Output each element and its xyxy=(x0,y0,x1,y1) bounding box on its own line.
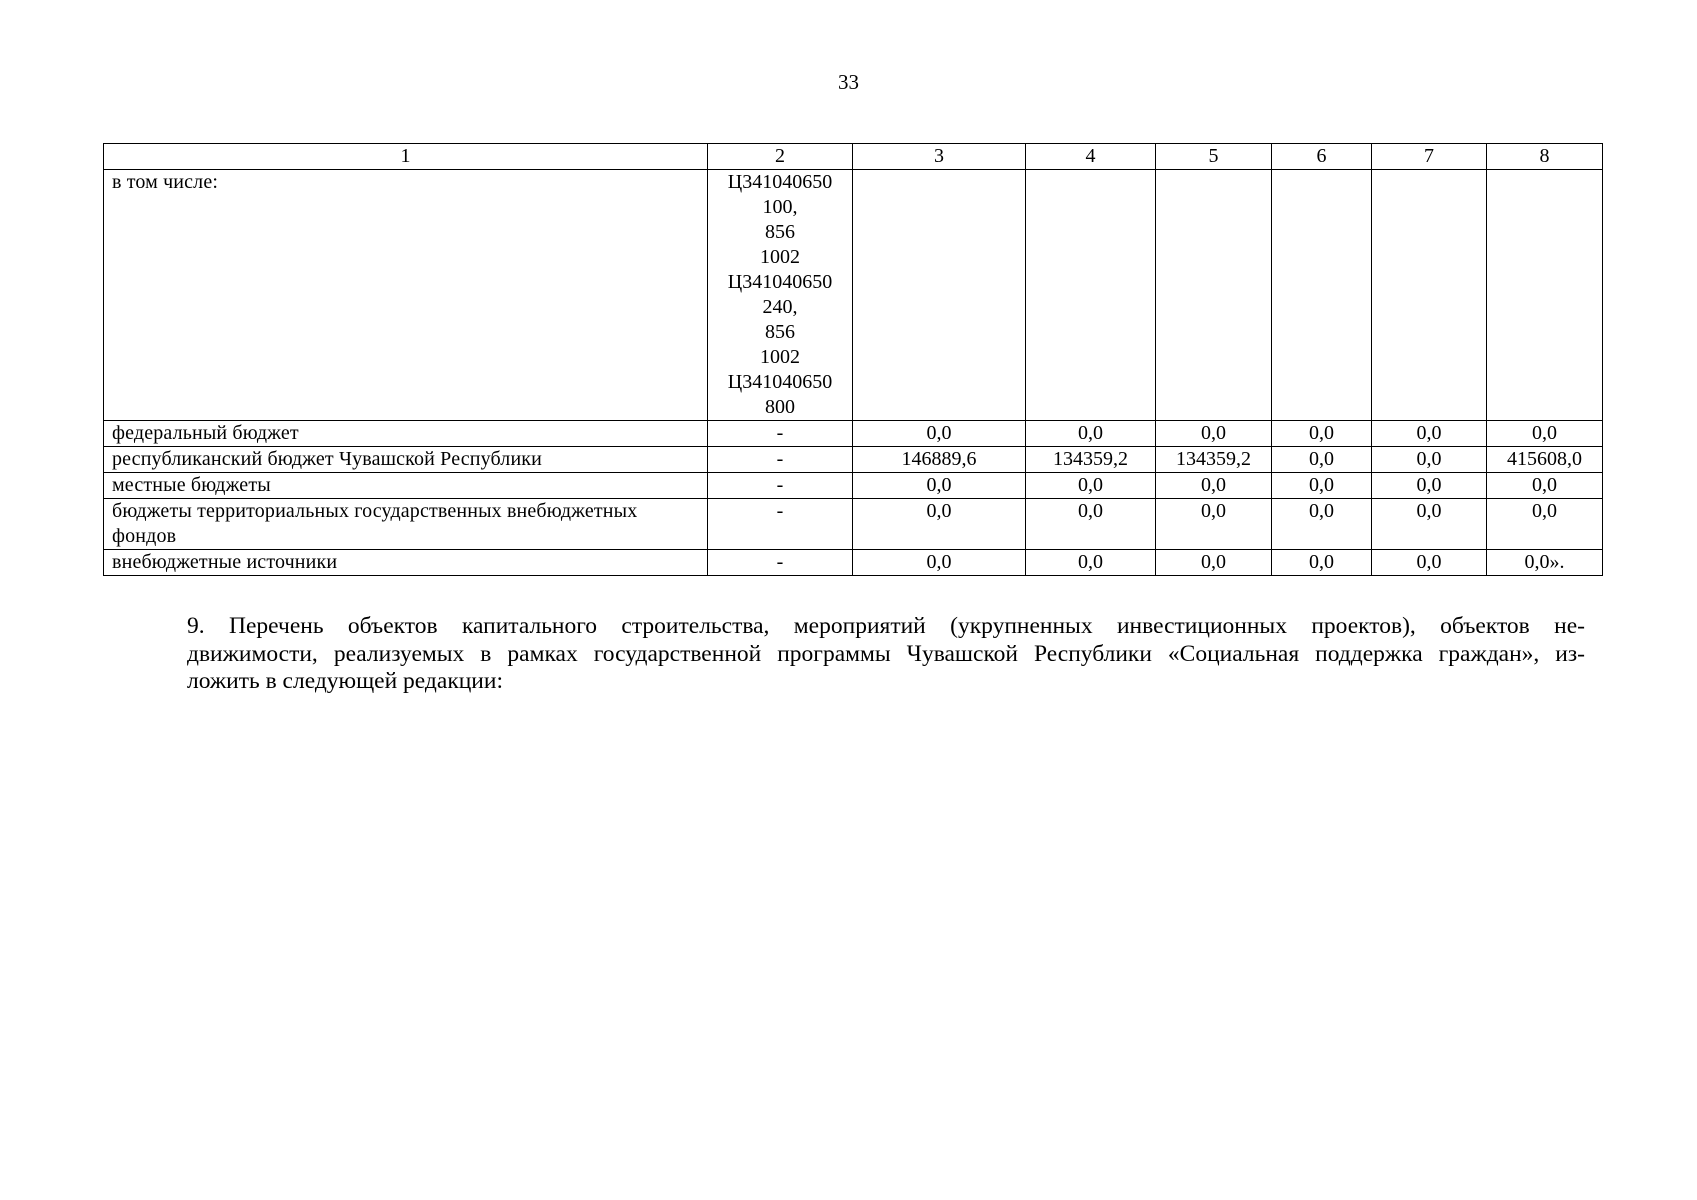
column-header: 8 xyxy=(1487,144,1603,170)
budget-code-line: 800 xyxy=(765,396,795,418)
value-cell: 0,0 xyxy=(853,421,1026,447)
body-paragraph xyxy=(115,613,1585,696)
empty-cell xyxy=(1272,170,1372,421)
budget-code-line: 100, xyxy=(762,196,798,218)
funding-source-name: бюджеты территориальных государственных внебюджетных фондов xyxy=(104,499,708,550)
empty-cell xyxy=(1026,170,1156,421)
value-cell: 0,0 xyxy=(1272,447,1372,473)
value-cell: 0,0 xyxy=(1026,499,1156,550)
column-header: 1 xyxy=(104,144,708,170)
value-cell: 0,0 xyxy=(1487,421,1603,447)
paragraph-line: движимости, реализуемых в рамках государственной программы Чувашской Республики «Социальная поддержка граждан», из- xyxy=(187,640,1585,667)
value-cell: 0,0 xyxy=(1272,473,1372,499)
subheader-row xyxy=(104,170,1603,421)
budget-code: - xyxy=(708,550,853,576)
value-cell: 0,0 xyxy=(1156,550,1272,576)
page-number: 33 xyxy=(838,70,859,94)
value-cell: 0,0 xyxy=(1372,550,1487,576)
value-cell: 0,0 xyxy=(1272,550,1372,576)
value-cell: 0,0 xyxy=(1272,499,1372,550)
table-row xyxy=(104,550,1603,576)
budget-code-line: Ц341040650 xyxy=(727,371,833,393)
value-cell: 0,0 xyxy=(1487,499,1603,550)
value-cell: 0,0 xyxy=(1156,421,1272,447)
value-cell: 0,0 xyxy=(853,473,1026,499)
paragraph-line: ложить в следующей редакции: xyxy=(187,668,503,694)
column-header: 6 xyxy=(1272,144,1372,170)
value-cell: 0,0 xyxy=(1487,473,1603,499)
budget-code-line: Ц341040650 xyxy=(727,171,833,193)
value-cell: 0,0 xyxy=(1372,473,1487,499)
value-cell: 134359,2 xyxy=(1156,447,1272,473)
column-header: 4 xyxy=(1026,144,1156,170)
budget-code-line: 856 xyxy=(765,321,795,343)
value-cell: 0,0 xyxy=(1156,499,1272,550)
funding-source-name: местные бюджеты xyxy=(104,473,708,499)
value-cell: 0,0 xyxy=(1026,421,1156,447)
paragraph-line: 9. Перечень объектов капитального строительства, мероприятий (укрупненных инвестиционных проектов), объектов не- xyxy=(187,613,1585,639)
column-header: 3 xyxy=(853,144,1026,170)
value-cell: 0,0 xyxy=(1372,447,1487,473)
funding-source-name: федеральный бюджет xyxy=(104,421,708,447)
budget-code-line: 1002 xyxy=(760,346,800,368)
budget-table xyxy=(103,143,1603,576)
funding-source-name: республиканский бюджет Чувашской Республики xyxy=(104,447,708,473)
funding-source-name: внебюджетные источники xyxy=(104,550,708,576)
column-header: 2 xyxy=(708,144,853,170)
budget-code-line: Ц341040650 xyxy=(727,271,833,293)
empty-cell xyxy=(1156,170,1272,421)
budget-code-line: 1002 xyxy=(760,246,800,268)
subheader-label: в том числе: xyxy=(104,170,708,421)
value-cell: 0,0 xyxy=(1272,421,1372,447)
value-cell: 0,0 xyxy=(853,499,1026,550)
value-cell: 0,0 xyxy=(853,550,1026,576)
empty-cell xyxy=(1372,170,1487,421)
table-row xyxy=(104,421,1603,447)
empty-cell xyxy=(853,170,1026,421)
empty-cell xyxy=(1487,170,1603,421)
budget-code: - xyxy=(708,473,853,499)
budget-code-line: 856 xyxy=(765,221,795,243)
value-cell: 0,0». xyxy=(1487,550,1603,576)
value-cell: 415608,0 xyxy=(1487,447,1603,473)
value-cell: 146889,6 xyxy=(853,447,1026,473)
column-header: 5 xyxy=(1156,144,1272,170)
value-cell: 0,0 xyxy=(1372,421,1487,447)
value-cell: 0,0 xyxy=(1026,550,1156,576)
table-row xyxy=(104,473,1603,499)
table-row xyxy=(104,447,1603,473)
value-cell: 0,0 xyxy=(1026,473,1156,499)
column-number-row xyxy=(104,144,1603,170)
budget-codes-cell xyxy=(708,170,853,421)
column-header: 7 xyxy=(1372,144,1487,170)
value-cell: 134359,2 xyxy=(1026,447,1156,473)
budget-code-line: 240, xyxy=(762,296,798,318)
budget-code: - xyxy=(708,499,853,550)
budget-code: - xyxy=(708,447,853,473)
value-cell: 0,0 xyxy=(1156,473,1272,499)
value-cell: 0,0 xyxy=(1372,499,1487,550)
table-row xyxy=(104,499,1603,550)
budget-code: - xyxy=(708,421,853,447)
